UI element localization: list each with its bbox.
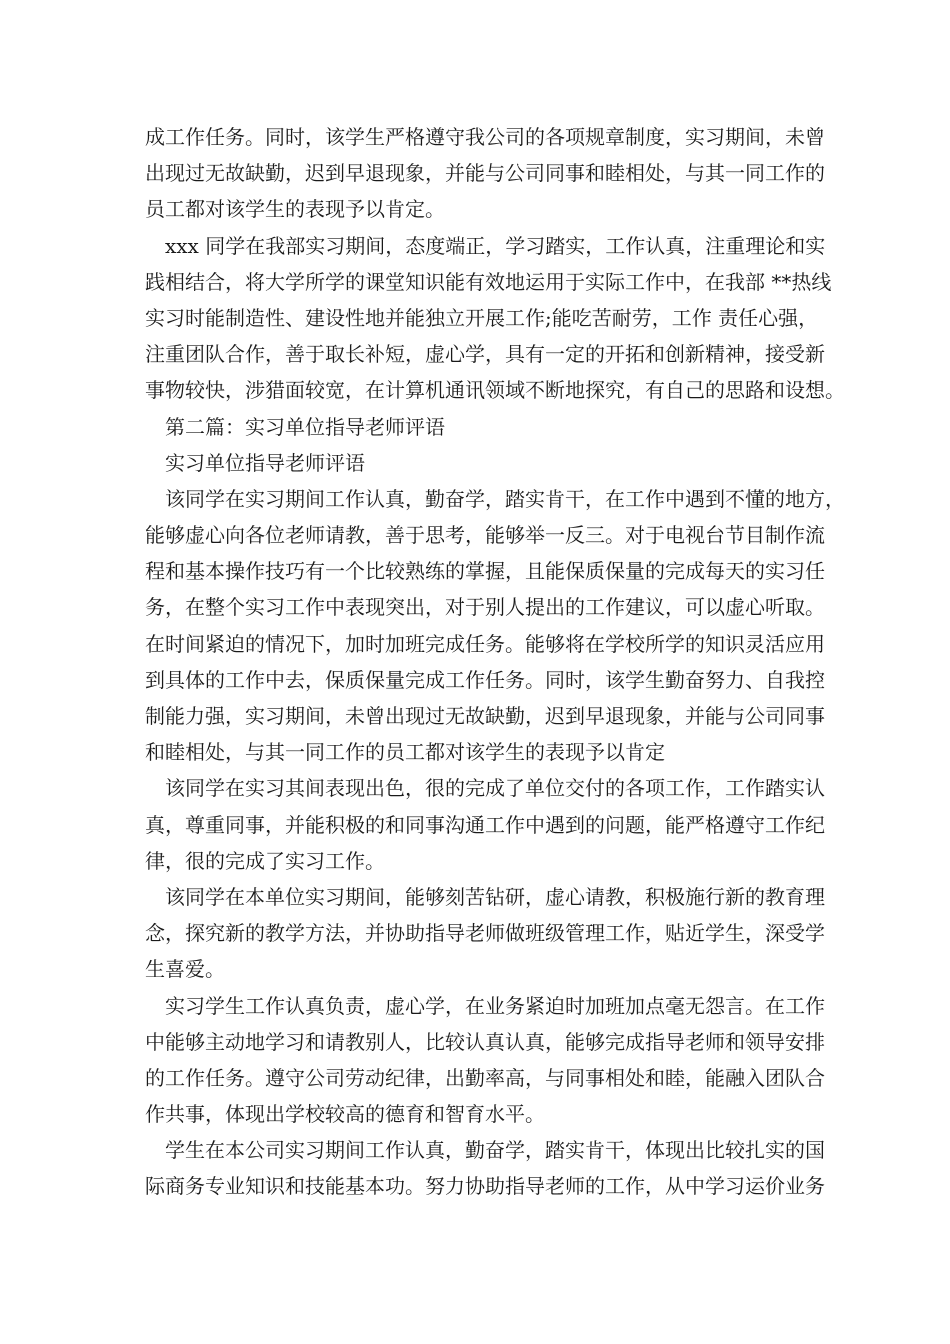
text-line: 念，探究新的教学方法，并协助指导老师做班级管理工作，贴近学生，深受学 bbox=[145, 921, 825, 946]
text-line: 注重团队合作，善于取长补短，虚心学，具有一定的开拓和创新精神，接受新 bbox=[145, 342, 825, 367]
section-heading: 第二篇：实习单位指导老师评语 bbox=[165, 414, 445, 439]
text-line: 律，很的完成了实习工作。 bbox=[145, 848, 385, 873]
text-line: xxx 同学在我部实习期间，态度端正，学习踏实，工作认真，注重理论和实 bbox=[165, 233, 826, 258]
text-line: 中能够主动地学习和请教别人，比较认真认真，能够完成指导老师和领导安排 bbox=[145, 1029, 825, 1054]
text-line: 事物较快，涉猎面较宽，在计算机通讯领域不断地探究，有自己的思路和设想。 bbox=[145, 378, 845, 403]
text-line: 作共事，体现出学校较高的德育和智育水平。 bbox=[145, 1102, 545, 1127]
text-line: 真，尊重同事，并能积极的和同事沟通工作中遇到的问题，能严格遵守工作纪 bbox=[145, 812, 825, 837]
text-line: 该同学在实习其间表现出色，很的完成了单位交付的各项工作，工作踏实认 bbox=[165, 776, 825, 801]
text-line: 成工作任务。同时，该学生严格遵守我公司的各项规章制度，实习期间，未曾 bbox=[145, 125, 825, 149]
text-line: 务，在整个实习工作中表现突出，对于别人提出的工作建议，可以虚心听取。 bbox=[145, 595, 825, 620]
text-line: 该同学在实习期间工作认真，勤奋学，踏实肯干，在工作中遇到不懂的地方， bbox=[165, 486, 845, 511]
text-line: 出现过无故缺勤，迟到早退现象，并能与公司同事和睦相处，与其一同工作的 bbox=[145, 161, 825, 186]
text-line: 践相结合，将大学所学的课堂知识能有效地运用于实际工作中，在我部 **热线 bbox=[145, 269, 832, 294]
section-subheading: 实习单位指导老师评语 bbox=[165, 450, 365, 475]
text-line: 实习学生工作认真负责，虚心学，在业务紧迫时加班加点毫无怨言。在工作 bbox=[165, 993, 825, 1018]
text-line: 学生在本公司实习期间工作认真，勤奋学，踏实肯干，体现出比较扎实的国 bbox=[165, 1138, 825, 1163]
text-line: 能够虚心向各位老师请教，善于思考，能够举一反三。对于电视台节目制作流 bbox=[145, 523, 825, 548]
text-line: 和睦相处，与其一同工作的员工都对该学生的表现予以肯定 bbox=[145, 740, 665, 765]
text-line: 际商务专业知识和技能基本功。努力协助指导老师的工作，从中学习运价业务 bbox=[145, 1174, 825, 1199]
text-line: 实习时能制造性、建设性地并能独立开展工作;能吃苦耐劳，工作 责任心强， bbox=[145, 305, 819, 330]
text-line: 员工都对该学生的表现予以肯定。 bbox=[145, 197, 445, 222]
text-line: 该同学在本单位实习期间，能够刻苦钻研，虚心请教，积极施行新的教育理 bbox=[165, 884, 825, 909]
text-line: 在时间紧迫的情况下，加时加班完成任务。能够将在学校所学的知识灵活应用 bbox=[145, 631, 825, 656]
text-line: 的工作任务。遵守公司劳动纪律，出勤率高，与同事相处和睦，能融入团队合 bbox=[145, 1065, 825, 1090]
document-body bbox=[145, 119, 845, 1205]
text-line: 程和基本操作技巧有一个比较熟练的掌握，且能保质保量的完成每天的实习任 bbox=[145, 559, 825, 584]
text-line: 到具体的工作中去，保质保量完成工作任务。同时，该学生勤奋努力、自我控 bbox=[145, 667, 825, 692]
text-line: 制能力强，实习期间，未曾出现过无故缺勤，迟到早退现象，并能与公司同事 bbox=[145, 704, 825, 728]
text-line: 生喜爱。 bbox=[145, 957, 225, 982]
